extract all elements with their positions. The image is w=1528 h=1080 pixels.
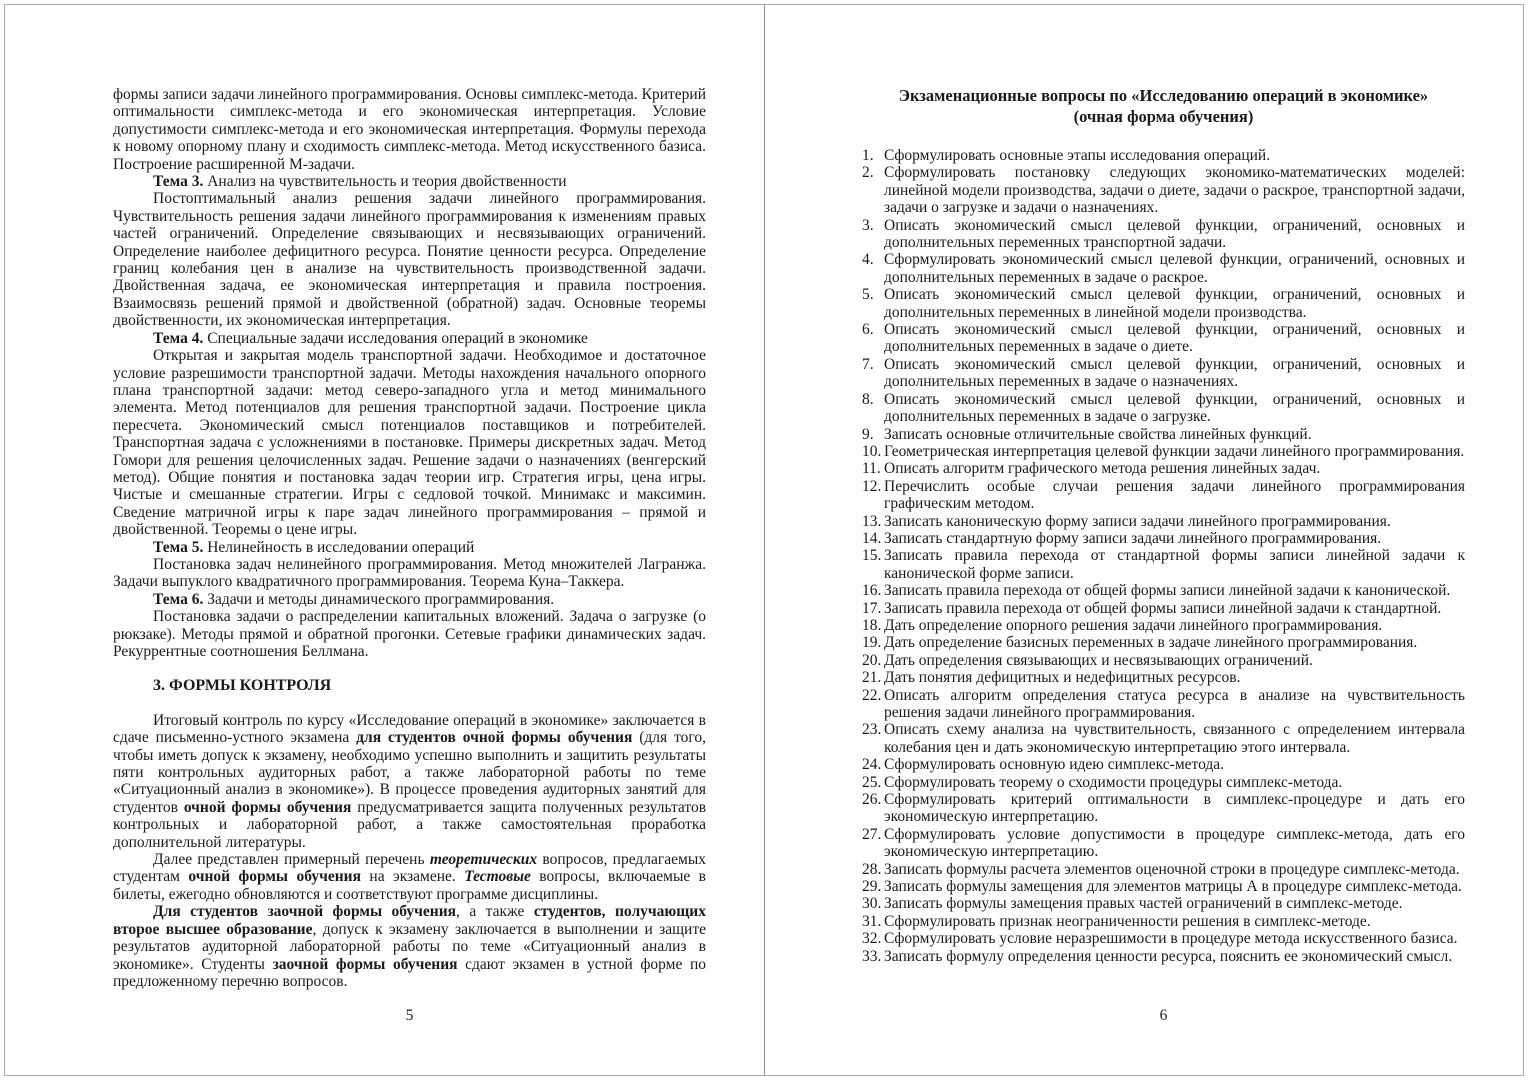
question-number: 16. <box>862 582 882 600</box>
document-page-left <box>5 5 764 1075</box>
question-number: 21. <box>862 669 882 687</box>
question-item <box>862 600 1465 617</box>
question-item <box>862 826 1465 861</box>
question-item <box>862 687 1465 722</box>
text-run: Задачи и методы динамического программирования. <box>203 590 555 608</box>
paragraph <box>113 330 706 347</box>
question-number: 8. <box>862 390 874 408</box>
page-number-right: 6 <box>1159 1007 1168 1024</box>
question-item <box>862 756 1465 773</box>
question-text: Дать понятия дефицитных и недефицитных ресурсов. <box>884 669 1241 687</box>
text-run: очной формы обучения <box>188 868 361 886</box>
question-number: 12. <box>862 477 882 495</box>
text-run: Постоптимальный анализ решения задачи линейного программирования. Чувствительность решения задачи линейного программирования к изменениям правых частей ограничений. Определение связывающих и несвязывающих ограничений. Определение наиболее дефицитного ресурса. Понятие ценности ресурса. Определение границ колебания цен в анализе на чувствительность производственной задачи. Двойственная задача, ее экономическая интерпретация и правила построения. Взаимосвязь решений прямой и двойственной (обратной) задач. Основные теоремы двойственности, их экономическая интерпретация. <box>113 190 706 330</box>
exam-questions-title <box>862 86 1465 127</box>
question-item <box>862 321 1465 356</box>
paragraph <box>113 591 706 608</box>
question-item <box>862 861 1465 878</box>
question-text: Описать экономический смысл целевой функции, ограничений, основных и дополнительных переменных в линейной модели производства. <box>884 286 1465 321</box>
text-run: , допуск к экзамену заключается в выполнении и защите результатов аудиторной лабораторной работы по теме «Ситуационный анализ в экономике». Студенты <box>113 920 706 973</box>
question-text: Описать экономический смысл целевой функции, ограничений, основных и дополнительных переменных в задаче о диете. <box>884 321 1465 356</box>
text-run: сдают экзамен в устной форме по предложенному перечню вопросов. <box>113 955 706 990</box>
question-text: Сформулировать экономический смысл целевой функции, ограничений, основных и дополнительных переменных в задаче о раскрое. <box>884 251 1465 286</box>
exam-questions-title-line1: Экзаменационные вопросы по «Исследованию операций в экономике» <box>898 86 1429 105</box>
paragraph <box>113 539 706 556</box>
text-run: Постановка задачи о распределении капитальных вложений. Задача о загрузке (о рюкзаке). Методы прямой и обратной прогонки. Сетевые графики динамических задач. Рекуррентные соотношения Беллмана. <box>113 608 706 660</box>
question-number: 31. <box>862 912 882 930</box>
question-text: Дать определение опорного решения задачи линейного программирования. <box>884 616 1383 634</box>
question-text: Описать экономический смысл целевой функции, ограничений, основных и дополнительных переменных в задаче о назначениях. <box>884 355 1465 391</box>
paragraph <box>113 86 706 173</box>
question-number: 15. <box>862 547 882 565</box>
paragraph <box>113 190 706 329</box>
question-number: 33. <box>862 947 882 965</box>
document-page-right <box>765 5 1523 1075</box>
question-number: 11. <box>862 460 881 478</box>
question-number: 3. <box>862 216 874 234</box>
question-item <box>862 530 1465 547</box>
question-item <box>862 286 1465 321</box>
question-text: Перечислить особые случаи решения задачи линейного программирования графическим методом. <box>884 477 1465 513</box>
text-run: Постановка задач нелинейного программирования. Метод множителей Лагранжа. Задачи выпуклого квадратичного программирования. Теорема Куна–Таккера. <box>113 555 706 591</box>
text-run: на экзамене. <box>361 868 465 886</box>
question-text: Записать каноническую форму записи задачи линейного программирования. <box>884 512 1391 530</box>
text-run: Для студентов заочной формы обучения <box>153 903 457 921</box>
question-item <box>862 582 1465 599</box>
question-item <box>862 669 1465 686</box>
question-number: 6. <box>862 321 874 339</box>
question-text: Описать экономический смысл целевой функции, ограничений, основных и дополнительных переменных транспортной задачи. <box>884 216 1465 252</box>
question-text: Описать алгоритм определения статуса ресурса в анализе на чувствительность решения задачи линейного программирования. <box>884 686 1465 721</box>
question-text: Записать формулу определения ценности ресурса, пояснить ее экономический смысл. <box>884 947 1453 965</box>
exam-questions-title-line2: (очная форма обучения) <box>1073 106 1254 126</box>
question-number: 5. <box>862 286 874 304</box>
text-run: заочной формы обучения <box>272 955 458 973</box>
question-item <box>862 147 1465 164</box>
text-run: предусматривается защита полученных результатов контрольных и лабораторной работ, а также самостоятельная проработка дополнительной литературы. <box>113 798 707 851</box>
question-text: Сформулировать условие неразрешимости в процедуре метода искусственного базиса. <box>884 930 1458 948</box>
question-number: 14. <box>862 529 882 547</box>
question-item <box>862 634 1465 651</box>
question-text: Сформулировать условие допустимости в процедуре симплекс-метода, дать его экономическую интерпретацию. <box>884 825 1465 861</box>
question-text: Записать стандартную форму записи задачи линейного программирования. <box>884 529 1382 547</box>
question-item <box>862 460 1465 477</box>
question-item <box>862 878 1465 895</box>
question-list <box>862 147 1465 965</box>
text-run: вопросов, предлагаемых студентам <box>113 851 706 886</box>
question-number: 17. <box>862 599 882 617</box>
paragraph <box>113 608 706 660</box>
text-run: Итоговый контроль по курсу «Исследование операций в экономике» заключается в сдаче письменно-устного экзамена <box>113 711 706 747</box>
question-item <box>862 391 1465 426</box>
question-item <box>862 426 1465 443</box>
question-text: Описать экономический смысл целевой функции, ограничений, основных и дополнительных переменных в задаче о загрузке. <box>884 390 1465 426</box>
question-text: Дать определение базисных переменных в задаче линейного программирования. <box>884 634 1418 652</box>
text-run: Тема 4. <box>153 329 204 347</box>
question-text: Описать алгоритм графического метода решения линейных задач. <box>884 460 1321 478</box>
question-number: 10. <box>862 442 882 460</box>
question-item <box>862 251 1465 286</box>
text-run: студентов, получающих второе высшее образование <box>113 903 706 938</box>
question-item <box>862 652 1465 669</box>
question-text: Дать определения связывающих и несвязывающих ограничений. <box>884 651 1313 669</box>
paragraph <box>113 556 706 591</box>
question-number: 7. <box>862 355 874 373</box>
question-text: Записать основные отличительные свойства линейных функций. <box>884 425 1312 443</box>
question-text: Записать правила перехода от общей формы записи линейной задачи к канонической. <box>884 582 1451 600</box>
question-text: Записать правила перехода от стандартной формы записи линейной задачи к канонической форме записи. <box>884 547 1465 582</box>
question-item <box>862 547 1465 582</box>
question-number: 20. <box>862 651 882 669</box>
question-item <box>862 164 1465 216</box>
question-text: Описать схему анализа на чувствительность, связанного с определением интервала колебания цен и дать экономическую интерпретацию этого интервала. <box>884 721 1465 756</box>
question-number: 1. <box>862 147 874 164</box>
question-text: Геометрическая интерпретация целевой функции задачи линейного программирования. <box>884 442 1465 460</box>
question-number: 29. <box>862 878 882 896</box>
question-number: 28. <box>862 860 882 878</box>
question-item <box>862 443 1465 460</box>
paragraph <box>113 851 706 903</box>
question-item <box>862 217 1465 252</box>
question-text: Сформулировать основную идею симплекс-метода. <box>884 756 1225 774</box>
question-text: Записать формулы замещения для элементов матрицы А в процедуре симплекс-метода. <box>884 878 1462 896</box>
question-number: 30. <box>862 895 882 913</box>
page-6-content <box>862 86 1465 965</box>
question-number: 24. <box>862 756 882 774</box>
question-text: Сформулировать признак неограниченности решения в симплекс-методе. <box>884 912 1371 930</box>
section-heading: 3. ФОРМЫ КОНТРОЛЯ <box>153 677 332 695</box>
question-text: Записать формулы расчета элементов оценочной строки в процедуре симплекс-метода. <box>884 860 1460 878</box>
question-number: 19. <box>862 634 882 652</box>
question-item <box>862 930 1465 947</box>
question-text: Записать формулы замещения правых частей ограничений в симплекс-методе. <box>884 895 1403 913</box>
text-run: , а также <box>456 903 534 921</box>
question-number: 2. <box>862 164 874 182</box>
paragraph <box>113 173 706 190</box>
paragraph <box>113 712 706 851</box>
question-item <box>862 721 1465 756</box>
question-number: 25. <box>862 773 882 791</box>
question-item <box>862 513 1465 530</box>
question-item <box>862 913 1465 930</box>
text-run: Анализ на чувствительность и теория двойственности <box>203 173 567 191</box>
question-number: 26. <box>862 791 882 809</box>
text-run: Тестовые <box>464 868 531 886</box>
text-run: Далее представлен примерный перечень <box>153 851 430 869</box>
question-number: 9. <box>862 425 874 443</box>
text-run: Тема 3. <box>153 173 204 191</box>
question-number: 4. <box>862 251 874 269</box>
text-run: Специальные задачи исследования операций в экономике <box>203 329 588 347</box>
question-number: 23. <box>862 721 882 739</box>
question-item <box>862 617 1465 634</box>
page-number-left: 5 <box>405 1007 414 1024</box>
question-number: 22. <box>862 686 882 704</box>
text-run: очной формы обучения <box>183 798 352 816</box>
text-run: формы записи задачи линейного программирования. Основы симплекс-метода. Критерий оптимальности симплекс-метода и его экономическая интерпретация. Условие допустимости симплекс-метода и его экономическая интерпретация. Формулы перехода к новому опорному плану и сходимость симплекс-метода. Метод искусственного базиса. Построение расширенной М-задачи. <box>113 86 706 173</box>
paragraph <box>113 903 706 990</box>
question-text: Сформулировать критерий оптимальности в симплекс-процедуре и дать его экономическую интерпретацию. <box>884 791 1465 826</box>
text-run: Тема 6. <box>153 590 204 608</box>
question-item <box>862 356 1465 391</box>
document-spread <box>4 4 1524 1076</box>
question-item <box>862 895 1465 912</box>
question-text: Сформулировать постановку следующих экономико-математических моделей: линейной модели производства, задачи о диете, задачи о раскрое, транспортной задачи, задачи о загрузке и задачи о назначениях. <box>884 164 1465 217</box>
question-number: 18. <box>862 616 882 634</box>
text-run: теоретических <box>429 851 538 869</box>
page-5-content <box>113 86 706 990</box>
question-item <box>862 791 1465 826</box>
text-run: Нелинейность в исследовании операций <box>203 538 475 556</box>
question-text: Записать правила перехода от общей формы записи линейной задачи к стандартной. <box>884 599 1442 617</box>
question-number: 32. <box>862 930 882 948</box>
question-text: Сформулировать теорему о сходимости процедуры симплекс-метода. <box>884 773 1343 791</box>
question-item <box>862 948 1465 965</box>
text-run: Открытая и закрытая модель транспортной задачи. Необходимое и достаточное условие разрешимости транспортной задачи. Методы нахождения начального опорного плана транспортной задачи: метод северо-западного угла и метод минимального элемента. Метод потенциалов для решения транспортной задачи. Построение цикла пересчета. Экономический смысл потенциалов поставщиков и потребителей. Транспортная задача с усложнениями в постановке. Примеры дискретных задач. Метод Гомори для решения целочисленных задач. Решение задачи о назначениях (венгерский метод). Общие понятия и постановка задач теории игр. Стратегия игры, цена игры. Чистые и смешанные стратегии. Игры с седловой точкой. Минимакс и максимин. Сведение матричной игры к паре задач линейного программирования – прямой и двойственной. Теоремы о цене игры. <box>113 347 706 539</box>
question-number: 27. <box>862 825 882 843</box>
text-run: Тема 5. <box>153 538 204 556</box>
text-run: вопросы, включаемые в билеты, ежегодно обновляются и соответствуют программе дисциплины. <box>113 868 706 903</box>
question-item <box>862 774 1465 791</box>
question-text: Сформулировать основные этапы исследования операций. <box>884 147 1271 164</box>
text-run: (для того, чтобы иметь допуск к экзамену, необходимо успешно выполнить и защитить результаты пяти контрольных аудиторных работ, а также лабораторной работы по теме «Ситуационный анализ в экономике»). В процессе проведения аудиторных занятий для студентов <box>113 729 706 816</box>
paragraph <box>113 347 706 538</box>
text-run: для студентов очной формы обучения <box>356 729 633 747</box>
question-item <box>862 478 1465 513</box>
question-number: 13. <box>862 512 882 530</box>
